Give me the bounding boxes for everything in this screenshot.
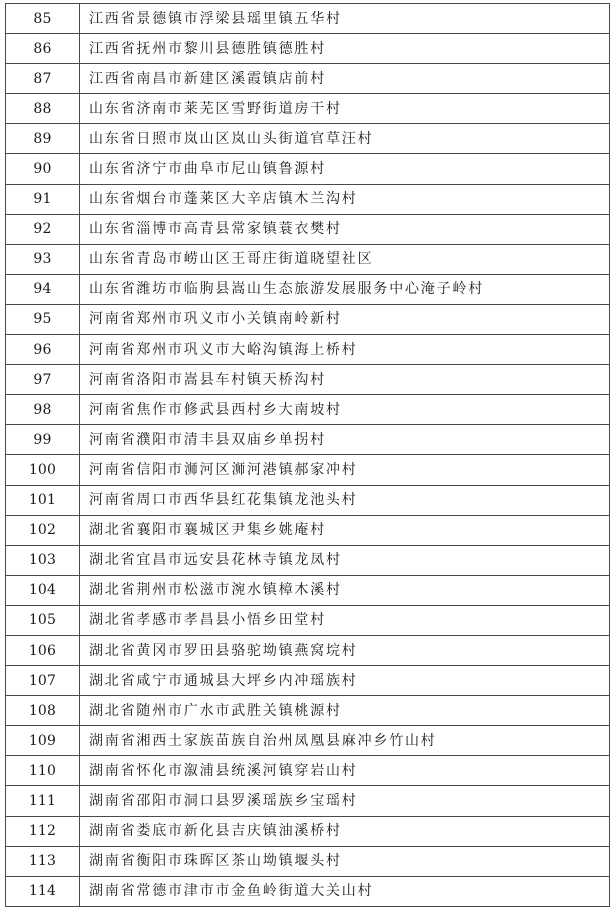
village-name: 江西省南昌市新建区溪霞镇店前村 [80, 64, 610, 94]
table-row [6, 64, 610, 94]
row-number: 109 [6, 726, 80, 756]
village-name: 河南省郑州市巩义市大峪沟镇海上桥村 [80, 335, 610, 365]
row-number: 87 [6, 64, 80, 94]
village-name: 山东省日照市岚山区岚山头街道官草汪村 [80, 124, 610, 154]
row-number: 89 [6, 124, 80, 154]
village-name: 湖南省怀化市溆浦县统溪河镇穿岩山村 [80, 756, 610, 786]
village-name: 山东省淄博市高青县常家镇蓑衣樊村 [80, 214, 610, 244]
village-name: 湖北省随州市广水市武胜关镇桃源村 [80, 696, 610, 726]
row-number: 97 [6, 365, 80, 395]
table-row [6, 214, 610, 244]
table-row [6, 365, 610, 395]
village-name: 湖北省荆州市松滋市涴水镇樟木溪村 [80, 575, 610, 605]
village-name: 山东省潍坊市临朐县嵩山生态旅游发展服务中心淹子岭村 [80, 274, 610, 304]
village-name: 河南省周口市西华县红花集镇龙池头村 [80, 485, 610, 515]
table-row [6, 575, 610, 605]
row-number: 85 [6, 4, 80, 34]
table-row [6, 455, 610, 485]
table-row [6, 4, 610, 34]
village-name: 江西省抚州市黎川县德胜镇德胜村 [80, 34, 610, 64]
village-name: 河南省洛阳市嵩县车村镇天桥沟村 [80, 365, 610, 395]
table-row [6, 184, 610, 214]
table-row [6, 154, 610, 184]
row-number: 93 [6, 244, 80, 274]
village-name: 江西省景德镇市浮梁县瑶里镇五华村 [80, 4, 610, 34]
row-number: 90 [6, 154, 80, 184]
table-row [6, 485, 610, 515]
row-number: 113 [6, 846, 80, 876]
table-row [6, 635, 610, 665]
table-row [6, 696, 610, 726]
row-number: 110 [6, 756, 80, 786]
table-row [6, 34, 610, 64]
row-number: 112 [6, 816, 80, 846]
table-row [6, 244, 610, 274]
row-number: 102 [6, 515, 80, 545]
table-row [6, 124, 610, 154]
row-number: 101 [6, 485, 80, 515]
row-number: 88 [6, 94, 80, 124]
table-row [6, 756, 610, 786]
village-name: 湖南省常德市津市市金鱼岭街道大关山村 [80, 876, 610, 906]
row-number: 100 [6, 455, 80, 485]
village-name: 山东省烟台市蓬莱区大辛店镇木兰沟村 [80, 184, 610, 214]
table-row [6, 876, 610, 906]
row-number: 111 [6, 786, 80, 816]
village-name: 湖南省衡阳市珠晖区茶山坳镇堰头村 [80, 846, 610, 876]
row-number: 98 [6, 395, 80, 425]
table-row [6, 94, 610, 124]
village-name: 湖南省娄底市新化县吉庆镇油溪桥村 [80, 816, 610, 846]
village-name: 湖北省黄冈市罗田县骆驼坳镇燕窝垸村 [80, 635, 610, 665]
row-number: 104 [6, 575, 80, 605]
table-row [6, 846, 610, 876]
village-name: 河南省信阳市浉河区浉河港镇郝家冲村 [80, 455, 610, 485]
row-number: 86 [6, 34, 80, 64]
table-row [6, 395, 610, 425]
row-number: 108 [6, 696, 80, 726]
row-number: 103 [6, 545, 80, 575]
village-name: 湖北省襄阳市襄城区尹集乡姚庵村 [80, 515, 610, 545]
table-body [6, 4, 610, 907]
table-row [6, 816, 610, 846]
row-number: 94 [6, 274, 80, 304]
table-row [6, 304, 610, 334]
row-number: 106 [6, 635, 80, 665]
table-row [6, 515, 610, 545]
village-name: 河南省郑州市巩义市小关镇南岭新村 [80, 304, 610, 334]
table-row [6, 274, 610, 304]
village-name: 河南省濮阳市清丰县双庙乡单拐村 [80, 425, 610, 455]
row-number: 95 [6, 304, 80, 334]
village-name: 湖北省宜昌市远安县花林寺镇龙凤村 [80, 545, 610, 575]
village-name: 山东省青岛市崂山区王哥庄街道晓望社区 [80, 244, 610, 274]
row-number: 99 [6, 425, 80, 455]
village-name: 湖南省邵阳市洞口县罗溪瑶族乡宝瑶村 [80, 786, 610, 816]
village-name: 山东省济宁市曲阜市尼山镇鲁源村 [80, 154, 610, 184]
table-row [6, 545, 610, 575]
table-row [6, 726, 610, 756]
row-number: 91 [6, 184, 80, 214]
village-name: 湖北省孝感市孝昌县小悟乡田堂村 [80, 605, 610, 635]
table-row [6, 786, 610, 816]
row-number: 96 [6, 335, 80, 365]
table-row [6, 605, 610, 635]
row-number: 107 [6, 666, 80, 696]
row-number: 92 [6, 214, 80, 244]
village-list-table [5, 3, 610, 907]
village-name: 山东省济南市莱芜区雪野街道房干村 [80, 94, 610, 124]
village-name: 湖北省咸宁市通城县大坪乡内冲瑶族村 [80, 666, 610, 696]
table-row [6, 335, 610, 365]
row-number: 114 [6, 876, 80, 906]
village-name: 河南省焦作市修武县西村乡大南坡村 [80, 395, 610, 425]
table-row [6, 666, 610, 696]
village-name: 湖南省湘西土家族苗族自治州凤凰县麻冲乡竹山村 [80, 726, 610, 756]
row-number: 105 [6, 605, 80, 635]
table-row [6, 425, 610, 455]
